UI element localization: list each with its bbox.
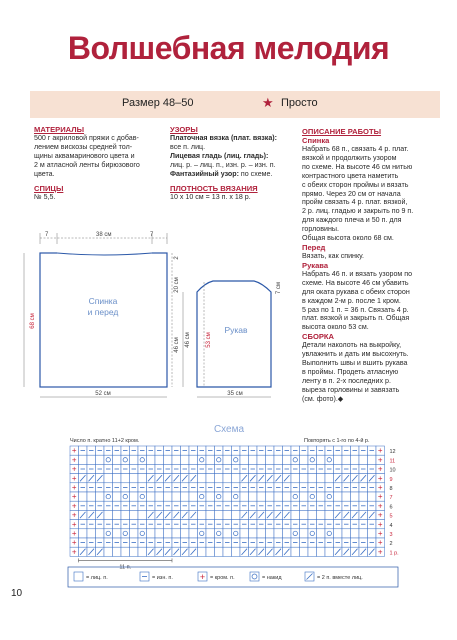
chart-cell xyxy=(215,474,224,483)
chart-legend xyxy=(0,562,457,592)
page-number: 10 xyxy=(11,588,23,599)
body-dim-right-top: 2 xyxy=(174,256,180,260)
chart-cell xyxy=(308,455,317,464)
chart-cell xyxy=(266,529,275,538)
chart-cell xyxy=(113,510,122,519)
section-line: схеме. На высоте 46 см убавить xyxy=(302,278,409,287)
chart-cell xyxy=(232,492,241,501)
chart-cell xyxy=(164,492,173,501)
section-line: Набрать 46 п. и вязать узором по xyxy=(302,269,413,278)
chart-cell xyxy=(325,492,334,501)
chart-cell xyxy=(113,474,122,483)
row-number: 1 р. xyxy=(389,550,399,557)
chart-cell xyxy=(138,529,147,538)
chart-cell xyxy=(274,529,283,538)
selvedge-stitch-symbol: + xyxy=(71,483,77,492)
chart-cell xyxy=(334,492,343,501)
chart-cell xyxy=(130,455,139,464)
selvedge-stitch-symbol: + xyxy=(71,510,77,520)
materials-line: 2 м атласной ленты бирюзового xyxy=(34,160,140,169)
chart-cell xyxy=(300,474,309,483)
chart-cell xyxy=(232,547,241,556)
chart-cell xyxy=(325,547,334,556)
section-line: (см. фото).◆ xyxy=(302,394,344,403)
selvedge-stitch-symbol: + xyxy=(71,446,77,456)
chart-cell xyxy=(172,455,181,464)
section-line: Вязать, как спинку. xyxy=(302,251,364,260)
section-heading: Рукава xyxy=(302,260,329,270)
section-line: по схеме. На высоте 46 см нитью xyxy=(302,162,413,171)
row-number: 7 xyxy=(389,495,393,502)
legend-text: = изн. п. xyxy=(152,575,173,581)
row-number: 4 xyxy=(389,522,393,529)
chart-cell xyxy=(359,492,368,501)
body-dim-top-left: 7 xyxy=(45,232,49,238)
body-label-line2: и перед xyxy=(87,307,119,317)
chart-cell xyxy=(121,455,130,464)
pattern-desc: все п. лиц. xyxy=(170,142,206,151)
chart-cell xyxy=(308,547,317,556)
chart-cell xyxy=(223,455,232,464)
chart-cell xyxy=(317,492,326,501)
selvedge-stitch-symbol: + xyxy=(377,473,383,483)
body-dim-right-upper: 20 см xyxy=(174,277,180,293)
chart-cell xyxy=(79,529,88,538)
section-line: контрастного цвета наметить xyxy=(302,171,399,180)
chart-cell xyxy=(274,455,283,464)
chart-cell xyxy=(138,455,147,464)
chart-cell xyxy=(147,455,156,464)
selvedge-stitch-symbol: + xyxy=(377,529,383,538)
chart-cell xyxy=(342,455,351,464)
chart-stitch-note: Число п. кратно 11+2 кром. xyxy=(70,438,140,444)
section-line: плат. вязкой и закрыть п. Общая xyxy=(302,314,410,323)
chart-cell xyxy=(121,529,130,538)
size-label: Размер 48–50 xyxy=(122,97,194,109)
legend-text: = накид xyxy=(262,575,282,581)
chart-cell xyxy=(317,547,326,556)
chart-cell xyxy=(368,529,377,538)
selvedge-stitch-symbol: + xyxy=(377,455,383,465)
chart-cell xyxy=(189,455,198,464)
section-heading: СБОРКА xyxy=(302,332,335,342)
chart-cell xyxy=(206,547,215,556)
section-line: вязкой и продолжить узором xyxy=(302,153,397,162)
chart-cell xyxy=(257,455,266,464)
chart-cell xyxy=(206,455,215,464)
pattern-desc: по схеме. xyxy=(238,169,273,178)
chart-cell xyxy=(325,474,334,483)
pattern-name: Фантазийный узор: xyxy=(170,169,239,178)
selvedge-stitch-symbol: + xyxy=(71,455,77,465)
chart-cell xyxy=(189,492,198,501)
chart-cell xyxy=(232,510,241,519)
chart-cell xyxy=(240,455,249,464)
section-line: увлажнить и дать им высохнуть. xyxy=(302,350,409,359)
chart-cell xyxy=(215,529,224,538)
section-line: 2 р. лиц. гладью и закрыть по 9 п. xyxy=(302,207,414,216)
chart-cell xyxy=(257,492,266,501)
chart-cell xyxy=(342,529,351,538)
body-dim-right-lower: 46 см xyxy=(174,337,180,353)
chart-cell xyxy=(215,492,224,501)
chart-cell xyxy=(240,529,249,538)
chart-cell xyxy=(130,492,139,501)
chart-cell xyxy=(113,529,122,538)
body-dim-height: 68 см xyxy=(30,313,36,329)
chart-cell xyxy=(291,455,300,464)
chart-cell xyxy=(138,474,147,483)
chart-cell xyxy=(291,547,300,556)
row-number: 11 xyxy=(389,458,396,465)
sleeve-dim-inner: 53 см xyxy=(206,332,212,348)
chart-cell xyxy=(223,547,232,556)
row-number: 5 xyxy=(389,513,393,520)
chart-cell xyxy=(215,547,224,556)
chart-cell xyxy=(206,529,215,538)
chart-cell xyxy=(181,529,190,538)
chart-cell xyxy=(232,529,241,538)
selvedge-stitch-symbol: + xyxy=(377,510,383,520)
chart-cell xyxy=(138,492,147,501)
chart-cell xyxy=(274,492,283,501)
chart-cell xyxy=(334,455,343,464)
row-number: 12 xyxy=(389,449,396,456)
selvedge-stitch-symbol: + xyxy=(71,529,77,538)
chart-cell xyxy=(198,492,207,501)
section-line: горловины. xyxy=(302,225,339,234)
section-line: Набрать 68 п., связать 4 р. плат. xyxy=(302,145,409,153)
body-dim-top-right: 7 xyxy=(150,232,154,238)
materials-heading: МАТЕРИАЛЫ xyxy=(34,125,84,134)
chart-cell xyxy=(291,474,300,483)
section-line: для каждого плеча и 50 п. для xyxy=(302,216,402,225)
chart-cell xyxy=(325,529,334,538)
materials-line: 500 г акриловой пряжи с добав- xyxy=(34,134,139,142)
chart-cell xyxy=(104,529,113,538)
chart-cell xyxy=(138,547,147,556)
chart-cell xyxy=(300,492,309,501)
chart-cell xyxy=(198,529,207,538)
chart-row-note: Повторять с 1-го по 4-й р. xyxy=(304,438,370,444)
selvedge-stitch-symbol: + xyxy=(71,547,77,557)
sleeve-dim-right-top: 7 см xyxy=(276,281,282,295)
section-line: прямо. Через 20 см от начала xyxy=(302,189,401,198)
selvedge-stitch-symbol: + xyxy=(71,492,77,502)
chart-cell xyxy=(87,529,96,538)
selvedge-stitch-symbol: + xyxy=(71,473,77,483)
selvedge-stitch-symbol: + xyxy=(377,538,383,548)
difficulty-label: Просто xyxy=(281,97,318,109)
chart-cell xyxy=(198,510,207,519)
row-number: 2 xyxy=(389,541,393,548)
chart-cell xyxy=(96,529,105,538)
chart-cell xyxy=(198,474,207,483)
chart-cell xyxy=(215,510,224,519)
chart-cell xyxy=(317,455,326,464)
body-label-line1: Спинка xyxy=(88,296,118,306)
chart-cell xyxy=(223,492,232,501)
chart-cell xyxy=(308,474,317,483)
chart-cell xyxy=(164,529,173,538)
chart-cell xyxy=(215,455,224,464)
row-number: 6 xyxy=(389,504,393,511)
chart-cell xyxy=(147,529,156,538)
chart-cell xyxy=(342,492,351,501)
density-text: 10 х 10 см = 13 п. х 18 р. xyxy=(170,192,251,201)
chart-cell xyxy=(325,455,334,464)
pattern-name: Лицевая гладь (лиц. гладь): xyxy=(170,151,269,160)
density-heading: ПЛОТНОСТЬ ВЯЗАНИЯ xyxy=(170,183,258,193)
needles-heading: СПИЦЫ xyxy=(34,183,64,193)
chart-cell xyxy=(308,492,317,501)
selvedge-stitch-symbol: + xyxy=(71,501,77,511)
chart-cell xyxy=(198,455,207,464)
chart-cell xyxy=(317,510,326,519)
chart-cell xyxy=(155,529,164,538)
chart-cell xyxy=(223,529,232,538)
section-line: ленту в п. 2-х последних р. xyxy=(302,376,391,385)
needles-text: № 5,5. xyxy=(34,192,56,201)
description-heading: ОПИСАНИЕ РАБОТЫ xyxy=(302,127,382,136)
selvedge-stitch-symbol: + xyxy=(71,464,77,474)
chart-cell xyxy=(138,510,147,519)
chart-cell xyxy=(325,510,334,519)
section-line: Выполнить швы и вшить рукава xyxy=(302,359,408,368)
chart-cell xyxy=(104,455,113,464)
chart-cell xyxy=(300,455,309,464)
body-dim-top-mid: 38 см xyxy=(96,232,112,238)
section-heading: Спинка xyxy=(302,136,330,145)
selvedge-stitch-symbol: + xyxy=(377,492,383,502)
selvedge-stitch-symbol: + xyxy=(377,519,383,529)
chart-cell xyxy=(87,492,96,501)
chart-cell xyxy=(300,510,309,519)
legend-text: = 2 п. вместе лиц. xyxy=(317,575,363,581)
selvedge-stitch-symbol: + xyxy=(377,464,383,474)
chart-cell xyxy=(317,529,326,538)
section-line: выреза горловины и завязать xyxy=(302,385,400,394)
section-heading: Перед xyxy=(302,242,326,252)
section-line: в проймы. Продеть атласную xyxy=(302,367,399,376)
chart-cell xyxy=(368,455,377,464)
chart-cell xyxy=(113,547,122,556)
chart-cell xyxy=(189,529,198,538)
star-icon: ★ xyxy=(262,95,274,110)
chart-cell xyxy=(249,492,258,501)
page-title: Волшебная мелодия xyxy=(67,30,390,66)
chart-cell xyxy=(317,474,326,483)
section-line: с обеих сторон проймы и вязать xyxy=(302,180,409,189)
sleeve-dim-bottom: 35 см xyxy=(227,391,243,397)
chart-cell xyxy=(232,455,241,464)
chart-cell xyxy=(104,547,113,556)
chart-cell xyxy=(291,492,300,501)
chart-cell xyxy=(96,492,105,501)
chart-cell xyxy=(232,474,241,483)
chart-cell xyxy=(172,492,181,501)
chart-cell xyxy=(266,455,275,464)
section-line: в каждом 2-м р. после 1 кром. xyxy=(302,296,401,305)
chart-cell xyxy=(206,510,215,519)
chart-cell xyxy=(79,492,88,501)
chart-cell xyxy=(130,510,139,519)
legend-text: = кром. п. xyxy=(210,575,235,581)
chart-cell xyxy=(87,455,96,464)
chart-cell xyxy=(130,547,139,556)
materials-line: щины аквамаринового цвета и xyxy=(34,151,135,160)
chart-cell xyxy=(223,474,232,483)
chart-cell xyxy=(104,492,113,501)
chart-cell xyxy=(257,529,266,538)
chart-cell xyxy=(283,492,292,501)
chart-cell xyxy=(249,529,258,538)
chart-cell xyxy=(121,547,130,556)
row-number: 3 xyxy=(389,532,393,538)
chart-cell xyxy=(155,455,164,464)
chart-cell xyxy=(130,474,139,483)
materials-line: цвета. xyxy=(34,169,55,178)
chart-cell xyxy=(308,510,317,519)
selvedge-stitch-symbol: + xyxy=(377,547,383,557)
chart-cell xyxy=(359,455,368,464)
chart-cell xyxy=(113,492,122,501)
chart-cell xyxy=(198,547,207,556)
svg-text:+: + xyxy=(199,572,206,582)
chart-cell xyxy=(283,529,292,538)
chart-cell xyxy=(351,529,360,538)
chart-cell xyxy=(300,529,309,538)
chart-cell xyxy=(206,474,215,483)
chart-cell xyxy=(283,455,292,464)
chart-cell xyxy=(206,492,215,501)
pattern-desc: лиц. р. – лиц. п., изн. р. – изн. п. xyxy=(170,160,276,169)
chart-cell xyxy=(181,455,190,464)
selvedge-stitch-symbol: + xyxy=(377,483,383,492)
chart-cell xyxy=(104,474,113,483)
legend-swatch xyxy=(250,572,259,581)
body-piece-outline xyxy=(40,253,167,387)
chart-cell xyxy=(334,529,343,538)
body-dim-bottom: 52 см xyxy=(95,391,111,397)
chart-cell xyxy=(155,492,164,501)
chart-cell xyxy=(291,510,300,519)
chart-cell xyxy=(147,492,156,501)
chart-cell xyxy=(121,474,130,483)
chart-cell xyxy=(240,492,249,501)
chart-title: Схема xyxy=(213,424,245,435)
chart-cell xyxy=(130,529,139,538)
chart-cell xyxy=(113,455,122,464)
row-number: 10 xyxy=(389,467,396,474)
chart-cell xyxy=(308,529,317,538)
section-line: Общая высота около 68 см. xyxy=(302,234,394,243)
chart-cell xyxy=(351,455,360,464)
chart-cell xyxy=(291,529,300,538)
chart-cell xyxy=(266,492,275,501)
section-line: 5 раз по 1 п. = 36 п. Связать 4 р. xyxy=(302,305,409,314)
chart-cell xyxy=(96,455,105,464)
chart-cell xyxy=(121,510,130,519)
patterns-heading: УЗОРЫ xyxy=(170,125,198,134)
chart-cell xyxy=(181,492,190,501)
section-line: высота около 53 см. xyxy=(302,323,369,332)
row-number: 8 xyxy=(389,486,393,492)
selvedge-stitch-symbol: + xyxy=(71,538,77,548)
section-line: пройм связать 4 р. плат. вязкой, xyxy=(302,198,408,207)
section-line: Детали наколоть на выкройку, xyxy=(302,341,402,350)
selvedge-stitch-symbol: + xyxy=(71,519,77,529)
pattern-name: Платочная вязка (плат. вязка): xyxy=(170,134,277,142)
legend-swatch xyxy=(74,572,83,581)
selvedge-stitch-symbol: + xyxy=(377,446,383,456)
chart-cell xyxy=(359,529,368,538)
sleeve-dim-left: 46 см xyxy=(185,332,191,348)
chart-cell xyxy=(351,492,360,501)
chart-cell xyxy=(164,455,173,464)
sleeve-label: Рукав xyxy=(224,325,248,335)
selvedge-stitch-symbol: + xyxy=(377,501,383,511)
chart-cell xyxy=(79,455,88,464)
row-number: 9 xyxy=(389,476,393,483)
chart-cell xyxy=(249,455,258,464)
chart-cell xyxy=(104,510,113,519)
legend-text: = лиц. п. xyxy=(86,575,108,581)
chart-cell xyxy=(223,510,232,519)
chart-cell xyxy=(172,529,181,538)
repeat-label: 11 п. xyxy=(119,564,132,571)
chart-cell xyxy=(121,492,130,501)
chart-cell xyxy=(368,492,377,501)
materials-line: лением вискозы средней тол- xyxy=(34,142,133,151)
section-line: для оката рукава с обеих сторон xyxy=(302,287,410,296)
chart-cell xyxy=(300,547,309,556)
